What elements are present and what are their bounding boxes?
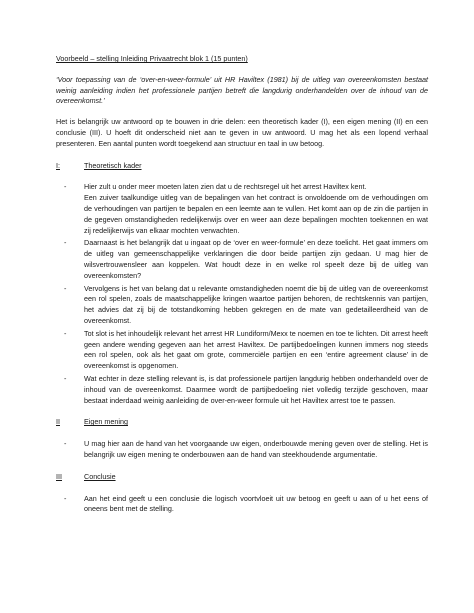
bullet-paragraph: - Vervolgens is het van belang dat u relevante omstandigheden noemt die bij de uitleg van de overeenkomst een rol spelen, zoals de maatschappelijke kringen waartoe partijen behoren, de rechtskennis van partijen, het advies dat zij bij de totstandkoming hebben gekregen en de mate van gedetailleerdheid van de overeenkomst. [84, 283, 428, 325]
section-title: Theoretisch kader [84, 160, 142, 170]
thesis-quote: ‘Voor toepassing van de ‘over-en-weer-formule’ uit HR Haviltex (1981) bij de uitleg van overeenkomsten bestaat weinig aanleiding indien het professionele partijen betreft die langdurig onderhandelden over de inhoud van de overeenkomst.’ [56, 74, 428, 106]
list-item [56, 182, 428, 236]
list-item [56, 284, 428, 327]
section-title: Conclusie [84, 471, 116, 481]
list-item [56, 238, 428, 281]
bullet-paragraph: - U mag hier aan de hand van het voorgaande uw eigen, onderbouwde mening geven over de stelling. Het is belangrijk uw eigen mening te onderbouwen aan de hand van steekhoudende argumentatie. [84, 439, 428, 459]
bullet-paragraph: - Tot slot is het inhoudelijk relevant het arrest HR Lundiform/Mexx te noemen en toe te lichten. Dit arrest heeft geen andere wending gegeven aan het arrest Haviltex. De partijbedoelingen kunnen immers nog steeds een rol spelen, ook als het gaat om grote, commerciële partijen en een ‘entire agreement clause’ in de overeenkomst is opgenomen. [84, 328, 428, 371]
section-heading-theoretical-framework [56, 161, 428, 172]
list-item [56, 374, 428, 406]
section-number: I: [56, 160, 60, 170]
bullet-list-own-opinion [56, 439, 428, 461]
bullet-paragraph: - Aan het eind geeft u een conclusie die logisch voortvloeit uit uw betoog en geeft u aan of u het eens of oneens bent met de stelling. [84, 493, 428, 514]
bullet-paragraph: - Wat echter in deze stelling relevant is, is dat professionele partijen langdurig hebben onderhandeld over de inhoud van de overeenkomst. Daarmee wordt de partijbedoeling niet volledig terzijde geschoven, maar bestaat inderdaad weinig aanleiding de over-en-weer formule uit het Haviltex arrest toe te passen. [84, 373, 428, 405]
section-number: II [56, 417, 60, 427]
list-item [56, 329, 428, 372]
list-item [56, 494, 428, 516]
section-heading-conclusion [56, 472, 428, 483]
document-title: Voorbeeld – stelling Inleiding Privaatrecht blok 1 (15 punten) [56, 54, 248, 63]
bullet-paragraph: Een zuiver taalkundige uitleg van de bepalingen van het contract is onvoldoende om de verhoudingen om de verhoudingen van partijen te bepalen en een leemte aan te vullen. Het komt aan op de zin die partijen in de gegeven omstandigheden redelijkerwijs over en weer aan deze bepalingen mochten toekennen en wat zij redelijkerwijs van elkaar mochten verwachten. [84, 193, 428, 235]
section-heading-own-opinion [56, 417, 428, 428]
bullet-paragraph: - Hier zult u onder meer moeten laten zien dat u de rechtsregel uit het arrest Haviltex kent. [84, 182, 367, 192]
list-item [56, 439, 428, 461]
bullet-paragraph: - Daarnaast is het belangrijk dat u ingaat op de ‘over en weer-formule’ en deze toelicht. Het gaat immers om de uitleg van gemeenschappelijke verklaringen die door beide partijen zijn gedaan. U mag hier de wilsvertrouwensleer aan koppelen. Wat houdt deze in en welke rol speelt deze bij de uitleg van overeenkomsten? [84, 238, 428, 280]
section-title: Eigen mening [84, 417, 128, 427]
section-number: III [56, 471, 62, 481]
intro-paragraph: Het is belangrijk uw antwoord op te bouwen in drie delen: een theoretisch kader (I), een eigen mening (II) en een conclusie (III). U hoeft dit onderscheid niet aan te geven in uw antwoord. U mag het als een lopend verhaal presenteren. Een aantal punten wordt toegekend aan structuur en taal in uw betoog. [56, 117, 428, 148]
bullet-list-theoretical-framework [56, 182, 428, 406]
bullet-list-conclusion [56, 494, 428, 516]
